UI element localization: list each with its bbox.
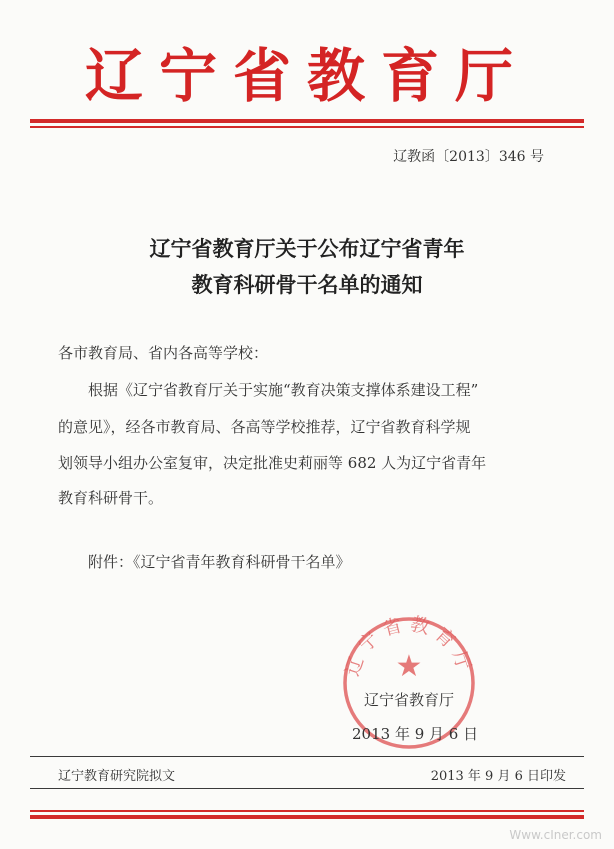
notice-title-line-1: 辽宁省教育厅关于公布辽宁省青年 xyxy=(149,237,465,261)
body-paragraph-line-4: 教育科研骨干。 xyxy=(58,489,164,507)
masthead-red-rule-thick xyxy=(30,119,584,123)
body-paragraph-line-1: 根据《辽宁省教育厅关于实施“教育决策支撑体系建设工程” xyxy=(88,381,479,399)
issuer-name: 辽宁省教育厅 xyxy=(364,691,455,709)
notice-title-line-2: 教育科研骨干名单的通知 xyxy=(191,273,423,297)
attachment-line: 附件：《辽宁省青年教育科研骨干名单》 xyxy=(88,553,351,571)
footer-rule-top xyxy=(30,756,584,757)
masthead-red-rule-thin xyxy=(30,126,584,128)
bottom-red-rule-thick xyxy=(30,815,584,819)
body-paragraph-line-3: 划领导小组办公室复审，决定批准史莉丽等 682 人为辽宁省青年 xyxy=(58,454,487,472)
signature-date: 2013 年 9 月 6 日 xyxy=(352,725,479,743)
print-date: 2013 年 9 月 6 日印发 xyxy=(430,769,566,784)
seal-star-icon: ★ xyxy=(395,649,423,684)
document-number: 辽教函〔2013〕346 号 xyxy=(393,149,544,165)
addressee: 各市教育局、省内各高等学校： xyxy=(58,344,269,362)
watermark: Www.cIner.com xyxy=(509,828,602,842)
drafted-by: 辽宁教育研究院拟文 xyxy=(58,769,176,784)
seal-text: 辽宁省教育厅 xyxy=(341,612,477,679)
bottom-red-rule-thin xyxy=(30,810,584,812)
footer-rule-bottom xyxy=(30,788,584,789)
masthead-title: 辽宁省教育厅 xyxy=(84,42,529,110)
body-paragraph-line-2: 的意见》，经各市教育局、各高等学校推荐，辽宁省教育科学规 xyxy=(58,418,471,436)
